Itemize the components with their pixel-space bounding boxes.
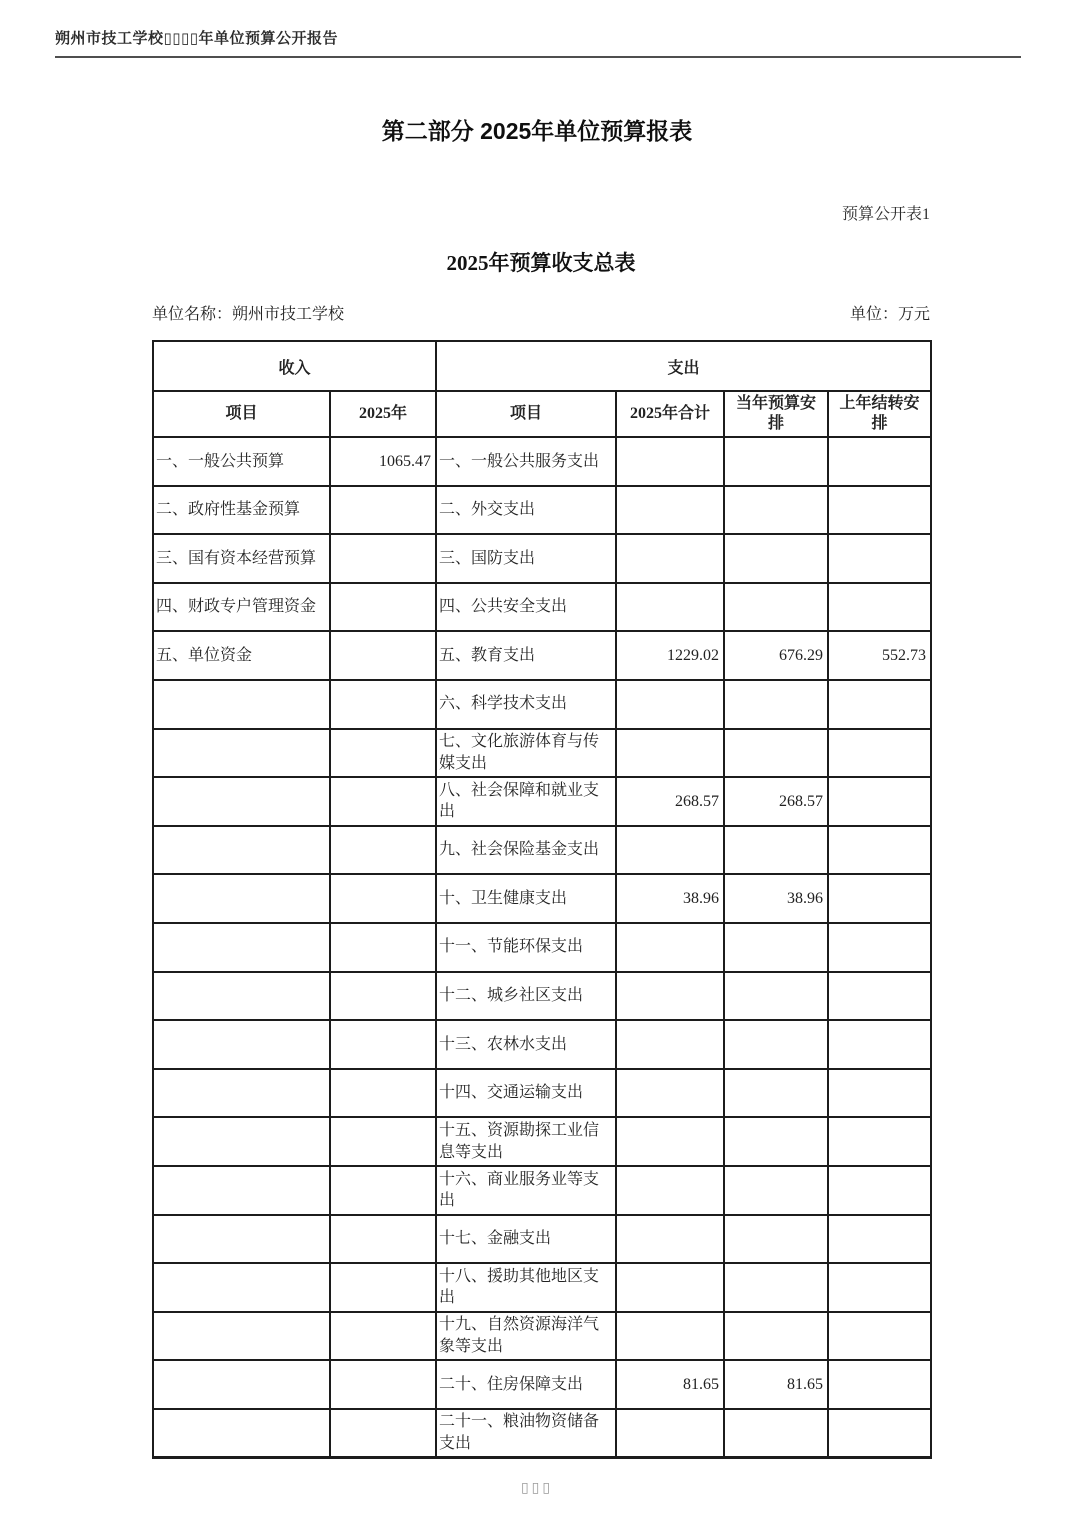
income-item-cell [153,1117,330,1166]
expense-total-cell [616,437,724,486]
income-value-cell [330,1312,436,1361]
table-row [153,1263,931,1312]
expense-carryover-cell [828,1166,931,1215]
expense-item-cell: 八、社会保障和就业支出 [436,777,616,826]
expense-current-cell [724,680,828,729]
document-header-text: 朔州市技工学校▯▯▯▯年单位预算公开报告 [55,30,339,47]
expense-total-cell [616,1020,724,1069]
income-value-cell [330,583,436,632]
expense-carryover-cell: 552.73 [828,631,931,680]
expense-item-cell: 十七、金融支出 [436,1215,616,1264]
income-item-cell [153,729,330,778]
expense-carryover-cell [828,680,931,729]
expense-carryover-cell [828,1360,931,1409]
income-item-header: 项目 [153,391,330,437]
expense-current-header: 当年预算安排 [724,391,828,437]
expense-current-cell: 268.57 [724,777,828,826]
expense-carryover-cell [828,583,931,632]
income-value-cell [330,1069,436,1118]
income-value-cell [330,1360,436,1409]
expense-current-cell: 38.96 [724,874,828,923]
income-value-cell [330,874,436,923]
income-item-cell [153,777,330,826]
budget-summary-table [152,340,932,1459]
expense-total-cell [616,1215,724,1264]
expense-carryover-cell [828,1117,931,1166]
table-row [153,777,931,826]
expense-total-cell [616,729,724,778]
income-value-cell: 1065.47 [330,437,436,486]
expense-total-cell [616,583,724,632]
table-row [153,972,931,1021]
income-value-cell [330,486,436,535]
expense-total-cell [616,1117,724,1166]
expense-total-cell [616,486,724,535]
expense-item-cell: 四、公共安全支出 [436,583,616,632]
income-item-cell: 五、单位资金 [153,631,330,680]
table-row [153,1069,931,1118]
expense-item-cell: 二十、住房保障支出 [436,1360,616,1409]
income-value-cell [330,1166,436,1215]
budget-table-body [153,437,931,1457]
table-row [153,534,931,583]
table-row [153,874,931,923]
expense-total-cell [616,1069,724,1118]
expense-group-header: 支出 [436,341,931,391]
expense-carryover-cell [828,777,931,826]
expense-carryover-cell [828,1263,931,1312]
income-value-cell [330,826,436,875]
expense-total-cell: 38.96 [616,874,724,923]
income-item-cell [153,972,330,1021]
expense-total-header: 2025年合计 [616,391,724,437]
income-item-cell [153,1409,330,1458]
table-meta-row [152,301,930,324]
expense-carryover-cell [828,1069,931,1118]
expense-item-cell: 九、社会保险基金支出 [436,826,616,875]
unit-name-label: 单位名称：朔州市技工学校 [152,306,345,323]
income-item-cell [153,1360,330,1409]
income-item-cell [153,1215,330,1264]
expense-carryover-cell [828,874,931,923]
expense-current-cell [724,486,828,535]
expense-total-cell [616,1409,724,1458]
expense-item-cell: 二、外交支出 [436,486,616,535]
income-value-cell [330,972,436,1021]
expense-item-cell: 十九、自然资源海洋气象等支出 [436,1312,616,1361]
income-item-cell [153,1263,330,1312]
income-item-cell [153,1020,330,1069]
income-value-cell [330,680,436,729]
expense-total-cell [616,923,724,972]
expense-current-cell [724,534,828,583]
expense-current-cell [724,972,828,1021]
page-footer-mark: ▯▯▯ [520,1481,554,1496]
expense-current-cell: 676.29 [724,631,828,680]
income-item-cell [153,874,330,923]
table-row [153,583,931,632]
expense-current-cell [724,1263,828,1312]
expense-item-cell: 十八、援助其他地区支出 [436,1263,616,1312]
expense-item-cell: 十一、节能环保支出 [436,923,616,972]
expense-total-cell: 81.65 [616,1360,724,1409]
table-row [153,486,931,535]
expense-current-cell [724,1166,828,1215]
expense-current-cell [724,1215,828,1264]
expense-total-cell [616,1166,724,1215]
income-item-cell: 三、国有资本经营预算 [153,534,330,583]
sheet-number-label: 预算公开表1 [841,206,930,223]
table-row [153,631,931,680]
expense-current-cell [724,583,828,632]
income-value-cell [330,1020,436,1069]
expense-item-cell: 十三、农林水支出 [436,1020,616,1069]
expense-item-cell: 十、卫生健康支出 [436,874,616,923]
expense-total-cell [616,534,724,583]
expense-item-cell: 十四、交通运输支出 [436,1069,616,1118]
table-row [153,729,931,778]
expense-carryover-cell [828,729,931,778]
table-row [153,680,931,729]
expense-item-cell: 十五、资源勘探工业信息等支出 [436,1117,616,1166]
table-row [153,1166,931,1215]
expense-carryover-cell [828,437,931,486]
table-row [153,1215,931,1264]
section-title: 第二部分 2025年单位预算报表 [381,118,693,144]
income-item-cell: 二、政府性基金预算 [153,486,330,535]
income-value-cell [330,1117,436,1166]
expense-current-cell [724,826,828,875]
table-row [153,1117,931,1166]
income-item-cell [153,680,330,729]
expense-item-header: 项目 [436,391,616,437]
expense-current-cell [724,1312,828,1361]
expense-total-cell: 1229.02 [616,631,724,680]
header-divider-rule [55,56,1021,58]
income-item-cell [153,1069,330,1118]
income-year-header: 2025年 [330,391,436,437]
expense-total-cell [616,1312,724,1361]
expense-carryover-cell [828,534,931,583]
table-row [153,1312,931,1361]
expense-item-cell: 十六、商业服务业等支出 [436,1166,616,1215]
expense-item-cell: 五、教育支出 [436,631,616,680]
expense-current-cell [724,729,828,778]
expense-carryover-cell [828,1312,931,1361]
expense-current-cell [724,437,828,486]
expense-total-cell [616,826,724,875]
income-value-cell [330,777,436,826]
expense-item-cell: 二十一、粮油物资储备支出 [436,1409,616,1458]
table-row [153,923,931,972]
expense-carryover-cell [828,1409,931,1458]
expense-total-cell [616,1263,724,1312]
table-row [153,1409,931,1458]
expense-item-cell: 一、一般公共服务支出 [436,437,616,486]
expense-carryover-cell [828,923,931,972]
expense-carryover-cell [828,1020,931,1069]
table-group-header-row [153,341,931,391]
income-value-cell [330,534,436,583]
table-title: 2025年预算收支总表 [446,251,636,275]
income-item-cell: 四、财政专户管理资金 [153,583,330,632]
income-value-cell [330,1263,436,1312]
expense-carryover-cell [828,826,931,875]
expense-current-cell [724,1069,828,1118]
income-value-cell [330,631,436,680]
table-row [153,1360,931,1409]
expense-current-cell: 81.65 [724,1360,828,1409]
income-item-cell [153,1312,330,1361]
expense-item-cell: 六、科学技术支出 [436,680,616,729]
income-value-cell [330,1215,436,1264]
table-row [153,826,931,875]
table-row [153,1020,931,1069]
income-item-cell [153,923,330,972]
expense-carryover-cell [828,1215,931,1264]
expense-total-cell: 268.57 [616,777,724,826]
income-item-cell [153,1166,330,1215]
income-item-cell: 一、一般公共预算 [153,437,330,486]
expense-total-cell [616,972,724,1021]
currency-unit-label: 单位：万元 [849,306,930,323]
expense-item-cell: 十二、城乡社区支出 [436,972,616,1021]
expense-current-cell [724,923,828,972]
income-group-header: 收入 [153,341,436,391]
expense-carryover-cell [828,972,931,1021]
expense-carryover-header: 上年结转安排 [828,391,931,437]
expense-total-cell [616,680,724,729]
expense-item-cell: 三、国防支出 [436,534,616,583]
income-item-cell [153,826,330,875]
table-column-header-row [153,391,931,437]
expense-current-cell [724,1020,828,1069]
expense-current-cell [724,1117,828,1166]
expense-current-cell [724,1409,828,1458]
income-value-cell [330,923,436,972]
income-value-cell [330,1409,436,1458]
income-value-cell [330,729,436,778]
table-row [153,437,931,486]
expense-carryover-cell [828,486,931,535]
expense-item-cell: 七、文化旅游体育与传媒支出 [436,729,616,778]
